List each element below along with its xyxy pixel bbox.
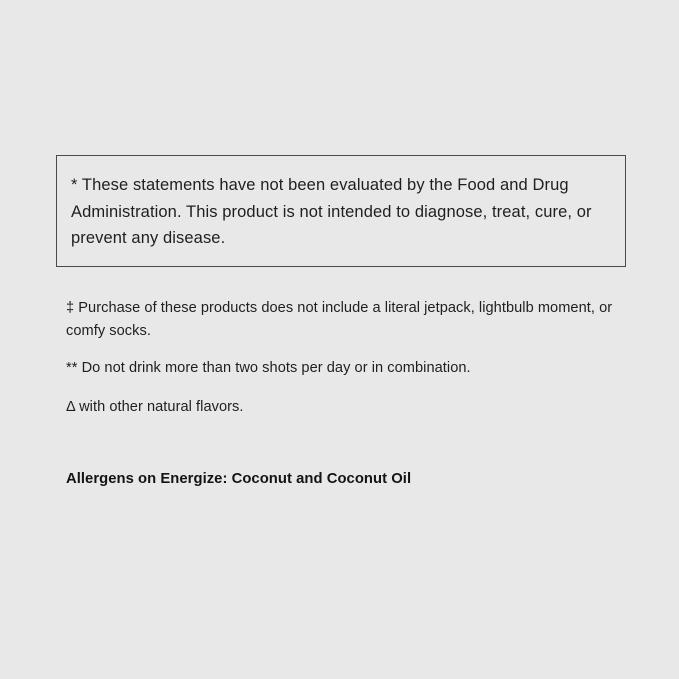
footnote-natural-flavors: Δ with other natural flavors. bbox=[66, 399, 244, 415]
footnote-purchase-disclaimer: ‡ Purchase of these products does not include a literal jetpack, lightbulb moment, or comfy socks. bbox=[66, 300, 613, 339]
fda-disclaimer-box bbox=[56, 155, 626, 267]
footnote-dosage-warning: ** Do not drink more than two shots per day or in combination. bbox=[66, 360, 471, 376]
fda-disclaimer-text: * These statements have not been evaluated by the Food and Drug Administration. This product is not intended to diagnose, treat, cure, or prevent any disease. bbox=[71, 176, 592, 248]
allergens-statement: Allergens on Energize: Coconut and Coconut Oil bbox=[66, 471, 412, 487]
